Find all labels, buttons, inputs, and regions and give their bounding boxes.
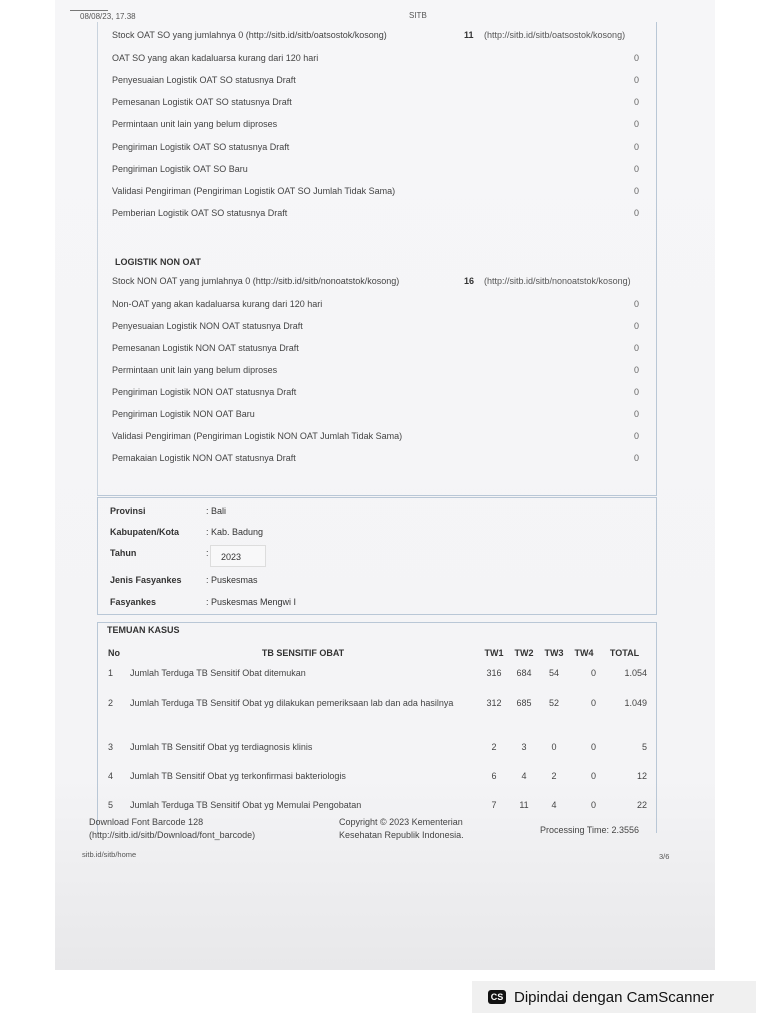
list-item bbox=[112, 299, 642, 313]
item-label: Validasi Pengiriman (Pengiriman Logistik OAT SO Jumlah Tidak Sama) bbox=[112, 186, 396, 196]
camscanner-text: Dipindai dengan CamScanner bbox=[514, 988, 715, 1006]
cell-desc: Jumlah Terduga TB Sensitif Obat yg Memulai Pengobatan bbox=[130, 800, 362, 810]
table-row bbox=[105, 694, 650, 738]
jenis-label: Jenis Fasyankes bbox=[110, 575, 182, 585]
cell-tw1: 2 bbox=[491, 742, 497, 752]
barcode-url[interactable]: (http://sitb.id/sitb/Download/font_barcode) bbox=[89, 830, 256, 840]
camscanner-logo-icon: CS bbox=[488, 990, 506, 1004]
page-number: 3/6 bbox=[659, 852, 670, 861]
list-item bbox=[112, 453, 642, 467]
item-value: 0 bbox=[633, 299, 639, 309]
item-count: 16 bbox=[464, 276, 475, 286]
item-label: Penyesuaian Logistik NON OAT statusnya Draft bbox=[112, 321, 303, 331]
item-value: 0 bbox=[633, 409, 639, 419]
cell-desc: Jumlah Terduga TB Sensitif Obat yg dilakukan pemeriksaan lab dan ada hasilnya bbox=[130, 698, 454, 708]
list-item bbox=[112, 186, 642, 200]
print-url: sitb.id/sitb/home bbox=[82, 850, 137, 859]
item-value: 0 bbox=[633, 387, 639, 397]
cell-tw1: 312 bbox=[486, 698, 502, 708]
item-value: 0 bbox=[633, 75, 639, 85]
item-value: 0 bbox=[633, 365, 639, 375]
item-value: 0 bbox=[633, 321, 639, 331]
cell-no: 1 bbox=[108, 668, 114, 678]
provinsi-value: : Bali bbox=[206, 506, 227, 516]
cell-total: 22 bbox=[636, 800, 647, 810]
info-panel bbox=[97, 497, 657, 615]
provinsi-label: Provinsi bbox=[110, 506, 146, 516]
cell-total: 1.049 bbox=[624, 698, 647, 708]
item-value: 0 bbox=[633, 431, 639, 441]
temuan-table bbox=[105, 642, 650, 816]
item-label: Permintaan unit lain yang belum diproses bbox=[112, 119, 278, 129]
cell-tw2: 11 bbox=[519, 800, 529, 810]
cell-desc: Jumlah TB Sensitif Obat yg terkonfirmasi bakteriologis bbox=[130, 771, 346, 781]
item-label: Pemesanan Logistik OAT SO statusnya Draft bbox=[112, 97, 292, 107]
cell-tw4: 0 bbox=[590, 698, 596, 708]
cell-tw3: 54 bbox=[548, 668, 559, 678]
item-value: 0 bbox=[633, 186, 639, 196]
item-label: Pengiriman Logistik OAT SO statusnya Draft bbox=[112, 142, 290, 152]
item-label: Pemesanan Logistik NON OAT statusnya Draft bbox=[112, 343, 299, 353]
temuan-title: TEMUAN KASUS bbox=[107, 625, 180, 635]
cell-tw3: 4 bbox=[551, 800, 557, 810]
barcode-link[interactable]: Download Font Barcode 128 bbox=[89, 817, 204, 827]
list-item bbox=[112, 409, 642, 423]
item-label: OAT SO yang akan kadaluarsa kurang dari 120 hari bbox=[112, 53, 319, 63]
cell-tw1: 316 bbox=[486, 668, 502, 678]
item-value: 0 bbox=[633, 142, 639, 152]
cell-no: 4 bbox=[108, 771, 114, 781]
table-row bbox=[105, 664, 650, 694]
cell-total: 1.054 bbox=[624, 668, 647, 678]
item-label: Pengiriman Logistik NON OAT Baru bbox=[112, 409, 255, 419]
item-label[interactable]: Stock NON OAT yang jumlahnya 0 (http://sitb.id/sitb/nonoatstok/kosong) bbox=[112, 276, 400, 286]
item-label: Pengiriman Logistik OAT SO Baru bbox=[112, 164, 248, 174]
col-no: No bbox=[108, 648, 120, 658]
col-total: TOTAL bbox=[609, 648, 640, 658]
item-count: 11 bbox=[464, 30, 474, 40]
item-label: Non-OAT yang akan kadaluarsa kurang dari 120 hari bbox=[112, 299, 323, 309]
list-item bbox=[112, 75, 642, 89]
jenis-value: : Puskesmas bbox=[206, 575, 258, 585]
item-label[interactable]: Stock OAT SO yang jumlahnya 0 (http://sitb.id/sitb/oatsostok/kosong) bbox=[112, 30, 387, 40]
cell-tw2: 4 bbox=[521, 771, 527, 781]
cell-tw4: 0 bbox=[590, 742, 596, 752]
item-label: Permintaan unit lain yang belum diproses bbox=[112, 365, 278, 375]
item-value: 0 bbox=[633, 119, 639, 129]
list-item bbox=[112, 53, 642, 67]
cell-tw2: 3 bbox=[521, 742, 527, 752]
item-label: Pemakaian Logistik NON OAT statusnya Draft bbox=[112, 453, 296, 463]
item-value: 0 bbox=[633, 343, 639, 353]
cell-total: 5 bbox=[641, 742, 647, 752]
cell-no: 3 bbox=[108, 742, 114, 752]
list-item bbox=[112, 164, 642, 178]
cell-tw1: 6 bbox=[491, 771, 497, 781]
list-item bbox=[112, 276, 642, 290]
item-label: Validasi Pengiriman (Pengiriman Logistik NON OAT Jumlah Tidak Sama) bbox=[112, 431, 403, 441]
list-item bbox=[112, 365, 642, 379]
table-row bbox=[105, 738, 650, 767]
camscanner-badge bbox=[472, 981, 756, 1013]
col-tw2: TW2 bbox=[514, 648, 534, 658]
fasyankes-value: : Puskesmas Mengwi I bbox=[206, 597, 297, 607]
table-row bbox=[105, 796, 650, 816]
print-title: SITB bbox=[409, 11, 427, 20]
cell-no: 2 bbox=[108, 698, 114, 708]
list-item bbox=[112, 142, 642, 156]
list-item bbox=[112, 387, 642, 401]
cell-tw1: 7 bbox=[491, 800, 497, 810]
copyright-line2: Kesehatan Republik Indonesia. bbox=[339, 830, 464, 840]
cell-tw2: 685 bbox=[516, 698, 532, 708]
section-title: LOGISTIK NON OAT bbox=[115, 257, 201, 267]
print-date: 08/08/23, 17.38 bbox=[80, 12, 136, 21]
cell-total: 12 bbox=[636, 771, 647, 781]
cell-tw4: 0 bbox=[590, 668, 596, 678]
item-link[interactable]: (http://sitb.id/sitb/oatsostok/kosong) bbox=[484, 30, 626, 40]
cell-desc: Jumlah TB Sensitif Obat yg terdiagnosis klinis bbox=[130, 742, 313, 752]
col-tw1: TW1 bbox=[484, 648, 504, 658]
cell-tw2: 684 bbox=[516, 668, 532, 678]
cell-tw3: 0 bbox=[551, 742, 557, 752]
col-tw3: TW3 bbox=[544, 648, 564, 658]
item-label: Pengiriman Logistik NON OAT statusnya Draft bbox=[112, 387, 297, 397]
cell-tw3: 52 bbox=[548, 698, 559, 708]
table-header bbox=[105, 642, 650, 664]
item-value: 0 bbox=[633, 164, 639, 174]
kabupaten-value: : Kab. Badung bbox=[206, 527, 264, 537]
item-link[interactable]: (http://sitb.id/sitb/nonoatstok/kosong) bbox=[484, 276, 631, 286]
cell-no: 5 bbox=[108, 800, 114, 810]
item-value: 0 bbox=[633, 53, 639, 63]
list-item bbox=[112, 97, 642, 111]
item-value: 0 bbox=[633, 453, 639, 463]
item-value: 0 bbox=[633, 208, 639, 218]
cell-tw4: 0 bbox=[590, 771, 596, 781]
list-item bbox=[112, 208, 642, 222]
col-tw4: TW4 bbox=[574, 648, 594, 658]
list-item bbox=[112, 343, 642, 357]
tahun-select[interactable]: 2023 bbox=[210, 545, 266, 567]
cell-tw4: 0 bbox=[590, 800, 596, 810]
cell-desc: Jumlah Terduga TB Sensitif Obat ditemukan bbox=[130, 668, 306, 678]
list-item bbox=[112, 431, 642, 445]
table-row bbox=[105, 767, 650, 796]
processing-time: Processing Time: 2.3556 bbox=[540, 825, 640, 835]
tahun-separator: : bbox=[206, 548, 209, 558]
kabupaten-label: Kabupaten/Kota bbox=[110, 527, 180, 537]
copyright-line1: Copyright © 2023 Kementerian bbox=[339, 817, 463, 827]
list-item bbox=[112, 119, 642, 133]
tahun-label: Tahun bbox=[110, 548, 137, 558]
list-item bbox=[112, 30, 642, 44]
item-value: 0 bbox=[633, 97, 639, 107]
col-tb-sensitif: TB SENSITIF OBAT bbox=[261, 648, 345, 658]
fasyankes-label: Fasyankes bbox=[110, 597, 157, 607]
item-label: Penyesuaian Logistik OAT SO statusnya Draft bbox=[112, 75, 296, 85]
cell-tw3: 2 bbox=[551, 771, 557, 781]
item-label: Pemberian Logistik OAT SO statusnya Draft bbox=[112, 208, 288, 218]
list-item bbox=[112, 321, 642, 335]
